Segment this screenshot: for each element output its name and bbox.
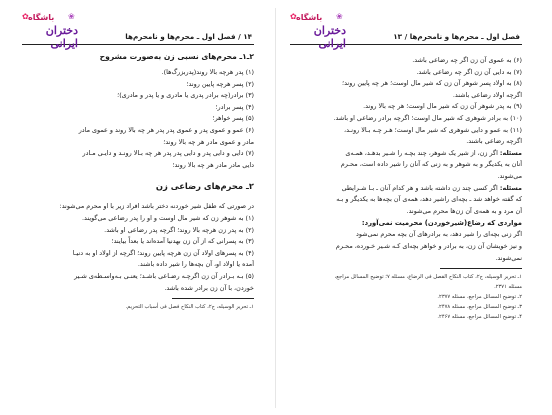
list-item: (۸) به اولاد پسر شوهر آن زن که شیر مال اوست؛ هر چه پایین روند؛ bbox=[342, 79, 522, 88]
list-item: (۲) به پدر زن هرچه بالا روند؛ اگرچه پدر رضاعی او باشد. bbox=[104, 225, 254, 234]
list-item: خوردن، با آن زن برادر شده باشد. bbox=[164, 283, 254, 292]
footnote: مسئله ۲۳۷۱. bbox=[494, 284, 522, 291]
issue-label: مسئله: bbox=[499, 183, 522, 192]
list-item: (۴) به پسرهای اولاد آن زن هرچه پایین روند؛ اگرچه از اولاد او به دنیـا bbox=[72, 248, 254, 257]
list-item: دایی مادر مادر هر چه بالا روند؛ bbox=[172, 160, 254, 169]
right-page bbox=[290, 14, 522, 406]
section-heading-rezaei: ۲ـ محرم‌های رضاعی زن bbox=[155, 181, 254, 192]
logo-line-1: باشگاه bbox=[28, 13, 55, 22]
footnote: ۱ـ تحریر الوسیله، ج۲، کتاب النکاح الفصل فی الرضاع، مسئله ۷؛ توضیح المسائل مراجع، bbox=[334, 274, 522, 281]
section-heading-nasabi: ۲ـ۱ـ محرم‌های نسبی زن به‌صورت مشروح bbox=[99, 52, 254, 61]
logo-line-1: باشگاه bbox=[296, 13, 323, 22]
list-item: (۶) به عموی آن زن اگر چه رضاعی باشد. bbox=[412, 56, 522, 64]
logo-line-2: دختران ایرانی bbox=[313, 24, 346, 50]
footnote-divider bbox=[172, 298, 254, 299]
issue-paragraph bbox=[290, 183, 522, 195]
flower-icon: ❀ bbox=[336, 12, 343, 21]
paragraph-line: نمی‌شوند. bbox=[495, 253, 522, 262]
list-item: (۳) به پسرانی که از آن زن بهدنیا آمده‌اند یا بعداً بیایند؛ bbox=[111, 237, 254, 246]
footnote-divider bbox=[440, 268, 522, 269]
flower-icon: ❀ bbox=[68, 12, 75, 21]
butterfly-icon: ✿ bbox=[290, 12, 297, 21]
left-page bbox=[22, 14, 254, 406]
footnote: ۴ـ توضیح المسائل مراجع، مسئله ۲۴۶۷. bbox=[437, 314, 522, 321]
list-item: (۱) پدر هرچه بالا روند(پدربزرگ‌ها). bbox=[161, 68, 254, 76]
paragraph-line: اگر زنی بچه‌ای را شیر دهد، به برادرهای آن بچه محرم نمی‌شود bbox=[356, 230, 522, 239]
list-item: (۱) به شوهر زن که شیر مال اوست و او را پدر رضاعی می‌گویند. bbox=[82, 213, 254, 222]
list-item: اگرچه اولاد رضاعی باشند. bbox=[452, 90, 522, 99]
list-item: (۴) پسر برادر؛ bbox=[215, 102, 254, 111]
left-page-header-text: ۱۴ / فصل اول ـ محرم‌ها و نامحرم‌ها bbox=[125, 32, 252, 41]
list-item: اگرچه رضاعی باشند. bbox=[466, 137, 522, 146]
footnote: ۱ـ تحریر الوسیله، ج۲، کتاب النکاح فصل فی أسباب التحریم. bbox=[125, 304, 254, 311]
list-item: (۱۰) به برادر شوهری که شیر مال اوست؛ اگرچه برادر رضاعی او باشد. bbox=[333, 113, 522, 122]
right-page-header-text: فصل اول ـ محرم‌ها و نامحرم‌ها / ۱۳ bbox=[393, 32, 520, 41]
issue-paragraph bbox=[290, 148, 522, 160]
paragraph-line: و نیز خویشان آن زن، به برادر و خواهر بچه‌ای کـه شـیر خـورده، محـرم bbox=[335, 241, 522, 250]
paragraph-line: می‌شوند. bbox=[497, 171, 522, 180]
footnote: ۳ـ توضیح المسائل مراجع، مسئله ۲۴۷۸. bbox=[437, 304, 522, 311]
list-item: در صورتی که طفل شیر خوردنه دختر باشد افراد زیر با او محرم می‌شوند: bbox=[59, 202, 254, 211]
book-spine bbox=[275, 8, 276, 408]
list-item: (۷) دایی و دایی پدر و دایی پدر پدر هر چه بـالا رونـد و دایـی مـادر bbox=[82, 149, 254, 158]
list-item: (۷) به دایی آن زن اگر چه رضاعی باشد. bbox=[416, 67, 522, 76]
list-item: (۱۱) به عمو و دایی شوهری که شیر مال اوست؛ هـر چـه بـالا رونـد، bbox=[344, 125, 522, 134]
paragraph-line: آنان به یکدیگر و به شوهر و به زنی که آنان را شیر داده است، محـرم bbox=[340, 160, 522, 169]
site-logo bbox=[22, 12, 78, 50]
left-page-header bbox=[22, 12, 254, 50]
list-item: (۵) پسر خواهر؛ bbox=[212, 114, 254, 123]
issue-label: مسئله: bbox=[499, 148, 522, 157]
right-page-header bbox=[290, 12, 522, 50]
list-item: (۳) برادر(چه برادر پدری یا مادری و یا پدر و مادری)؛ bbox=[117, 91, 254, 100]
list-item: (۹) به پدر شوهر آن زن که شیر مال اوست؛ هر چه بالا روند. bbox=[363, 102, 522, 111]
footnote: ۲ـ توضیح المسائل مراجع، مسئله ۲۳۷۷. bbox=[437, 294, 522, 301]
butterfly-icon: ✿ bbox=[22, 12, 29, 21]
section-heading-no-mahramiyat: مواردی که رضاع(شیرخوردن) محرمیت نمی‌آورد: bbox=[361, 219, 522, 228]
issue-text: اگر کسی چند زن داشته باشد و هر کدام آنان ـ بـا شـرایطی bbox=[341, 183, 498, 192]
site-logo bbox=[290, 12, 346, 50]
paragraph-line: که گفته خواهد شد ـ بچه‌ای راشیر دهد، همه‌ی آن بچه‌ها به یکدیگر و بـه bbox=[336, 195, 522, 204]
list-item: (۲) پسر هرچه پایین روند؛ bbox=[186, 79, 254, 88]
issue-text: اگر زن، از شیر یک شوهر، چند بچـه را شـیر بدهـد، همـه‌ی bbox=[345, 148, 498, 157]
paragraph-line: آن مرد و به همه‌ی آن زن‌ها محرم می‌شوند. bbox=[406, 206, 522, 215]
list-item: مادر و عموی مادر هر چه بالا روند؛ bbox=[163, 137, 254, 146]
list-item: آمده یا اولاد او، آن بچه‌ها را شیر داده باشند. bbox=[137, 260, 254, 269]
logo-line-2: دختران ایرانی bbox=[45, 24, 78, 50]
list-item: (۵) بـه بـرادر آن زن اگرچـه رضـاعی باشـد؛ یعنـی بـه‌واسـطه‌ی شـیر bbox=[74, 271, 254, 280]
list-item: (۶) عمو و عموی پدر و عموی پدر پدر هر چه بالا روند و عموی مادر bbox=[78, 125, 254, 134]
